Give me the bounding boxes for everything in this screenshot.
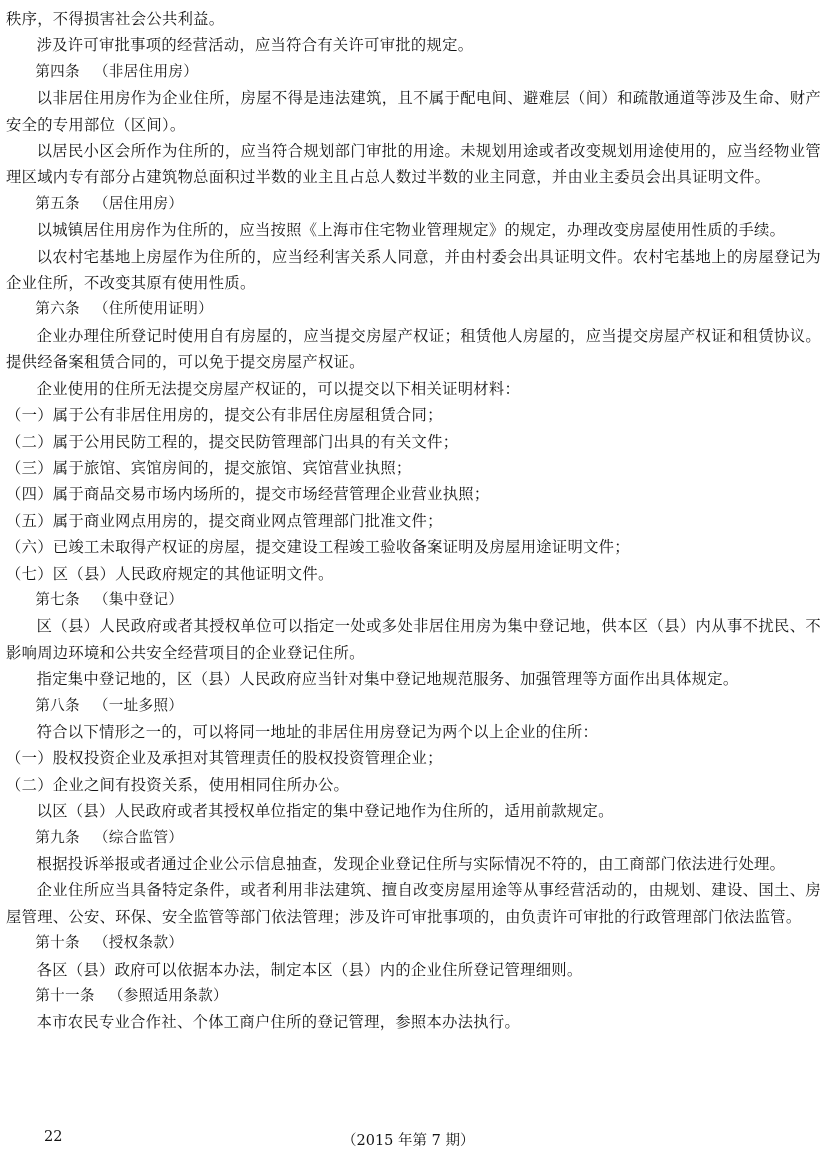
article-number: 第五条 bbox=[35, 194, 80, 212]
article-number: 第九条 bbox=[35, 828, 80, 846]
article-number: 第十条 bbox=[35, 934, 80, 952]
list-item: （一）属于公有非居住用房的，提交公有非居住房屋租赁合同； bbox=[6, 406, 443, 425]
article-number: 第七条 bbox=[35, 590, 80, 608]
article-heading bbox=[6, 587, 821, 613]
body-paragraph: 以农村宅基地上房屋作为住所的，应当经利害关系人同意，并由村委会出具证明文件。农村宅基地上的房屋登记为企业住所，不改变其原有使用性质。 bbox=[6, 247, 821, 293]
body-paragraph: 根据投诉举报或者通过企业公示信息抽查，发现企业登记住所与实际情况不符的，由工商部门依法进行处理。 bbox=[36, 855, 786, 873]
issue-label: （2015 年第 7 期） bbox=[342, 1133, 475, 1149]
article-heading bbox=[6, 983, 821, 1009]
body-paragraph: 各区（县）政府可以依据本办法，制定本区（县）内的企业住所登记管理细则。 bbox=[36, 960, 583, 979]
article-heading bbox=[6, 59, 821, 85]
article-number: 第十一条 bbox=[35, 987, 95, 1005]
body-paragraph: 本市农民专业合作社、个体工商户住所的登记管理，参照本办法执行。 bbox=[36, 1013, 521, 1032]
body-paragraph: 区（县）人民政府或者其授权单位可以指定一处或多处非居住用房为集中登记地，供本区（县）内从事不扰民、不影响周边环境和公共安全经营项目的企业登记住所。 bbox=[6, 617, 821, 662]
article-title: （非居住用房） bbox=[93, 62, 199, 80]
article-number: 第四条 bbox=[35, 62, 80, 80]
article-number: 第八条 bbox=[35, 696, 80, 714]
body-paragraph: 指定集中登记地的，区（县）人民政府应当针对集中登记地规范服务、加强管理等方面作出具体规定。 bbox=[36, 670, 739, 689]
list-item: （三）属于旅馆、宾馆房间的，提交旅馆、宾馆营业执照； bbox=[6, 458, 412, 477]
list-item: （一）股权投资企业及承担对其管理责任的股权投资管理企业； bbox=[6, 749, 443, 768]
body-paragraph: 涉及许可审批事项的经营活动，应当符合有关许可审批的规定。 bbox=[36, 36, 474, 55]
body-paragraph: 企业住所应当具备特定条件，或者利用非法建筑、擅自改变房屋用途等从事经营活动的，由规划、建设、国土、房屋管理、公安、环保、安全监管等部门依法管理；涉及许可审批事项的，由负责许可审批的行政管理部门依法监管。 bbox=[6, 881, 821, 926]
page-number: 22 bbox=[44, 1129, 63, 1145]
list-item: （二）属于公用民防工程的，提交民防管理部门出具的有关文件； bbox=[6, 432, 459, 451]
article-title: （授权条款） bbox=[93, 934, 184, 952]
article-title: （综合监管） bbox=[93, 828, 184, 846]
article-heading bbox=[6, 693, 821, 719]
list-item: （二）企业之间有投资关系，使用相同住所办公。 bbox=[6, 775, 350, 794]
article-heading bbox=[6, 296, 821, 322]
article-title: （住所使用证明） bbox=[93, 300, 214, 318]
article-title: （集中登记） bbox=[93, 590, 184, 608]
article-heading bbox=[6, 930, 821, 956]
body-paragraph: 以非居住用房作为企业住所，房屋不得是违法建筑，且不属于配电间、避难层（间）和疏散通道等涉及生命、财产安全的专用部位（区间）。 bbox=[6, 89, 821, 134]
body-paragraph: 以城镇居住用房作为住所的，应当按照《上海市住宅物业管理规定》的规定，办理改变房屋使用性质的手续。 bbox=[36, 221, 786, 240]
body-paragraph: 企业使用的住所无法提交房屋产权证的，可以提交以下相关证明材料： bbox=[36, 379, 521, 398]
body-paragraph: 符合以下情形之一的，可以将同一地址的非居住用房登记为两个以上企业的住所： bbox=[36, 722, 599, 741]
list-item: （七）区（县）人民政府规定的其他证明文件。 bbox=[6, 564, 334, 583]
body-paragraph: 以居民小区会所作为住所的，应当符合规划部门审批的用途。未规划用途或者改变规划用途使用的，应当经物业管理区域内专有部分占建筑物总面积过半数的业主且占总人数过半数的业主同意，并由业主委员会出具证明文件。 bbox=[6, 142, 821, 187]
list-item: （四）属于商品交易市场内场所的，提交市场经营管理企业营业执照； bbox=[6, 485, 490, 504]
article-number: 第六条 bbox=[35, 300, 80, 318]
list-item: （五）属于商业网点用房的，提交商业网点管理部门批准文件； bbox=[6, 511, 443, 530]
continued-text: 秩序，不得损害社会公共利益。 bbox=[6, 10, 225, 28]
document-body bbox=[6, 6, 821, 1036]
article-title: （居住用房） bbox=[93, 194, 184, 212]
article-title: （一址多照） bbox=[93, 696, 184, 714]
list-item: （六）已竣工未取得产权证的房屋，提交建设工程竣工验收备案证明及房屋用途证明文件； bbox=[6, 538, 630, 557]
article-title: （参照适用条款） bbox=[108, 987, 228, 1005]
body-paragraph: 以区（县）人民政府或者其授权单位指定的集中登记地作为住所的，适用前款规定。 bbox=[36, 802, 614, 821]
page-footer bbox=[0, 1129, 827, 1153]
article-heading bbox=[6, 825, 821, 851]
article-heading bbox=[6, 191, 821, 217]
body-paragraph: 企业办理住所登记时使用自有房屋的，应当提交房屋产权证；租赁他人房屋的，应当提交房屋产权证和租赁协议。提供经备案租赁合同的，可以免于提交房屋产权证。 bbox=[6, 326, 821, 372]
